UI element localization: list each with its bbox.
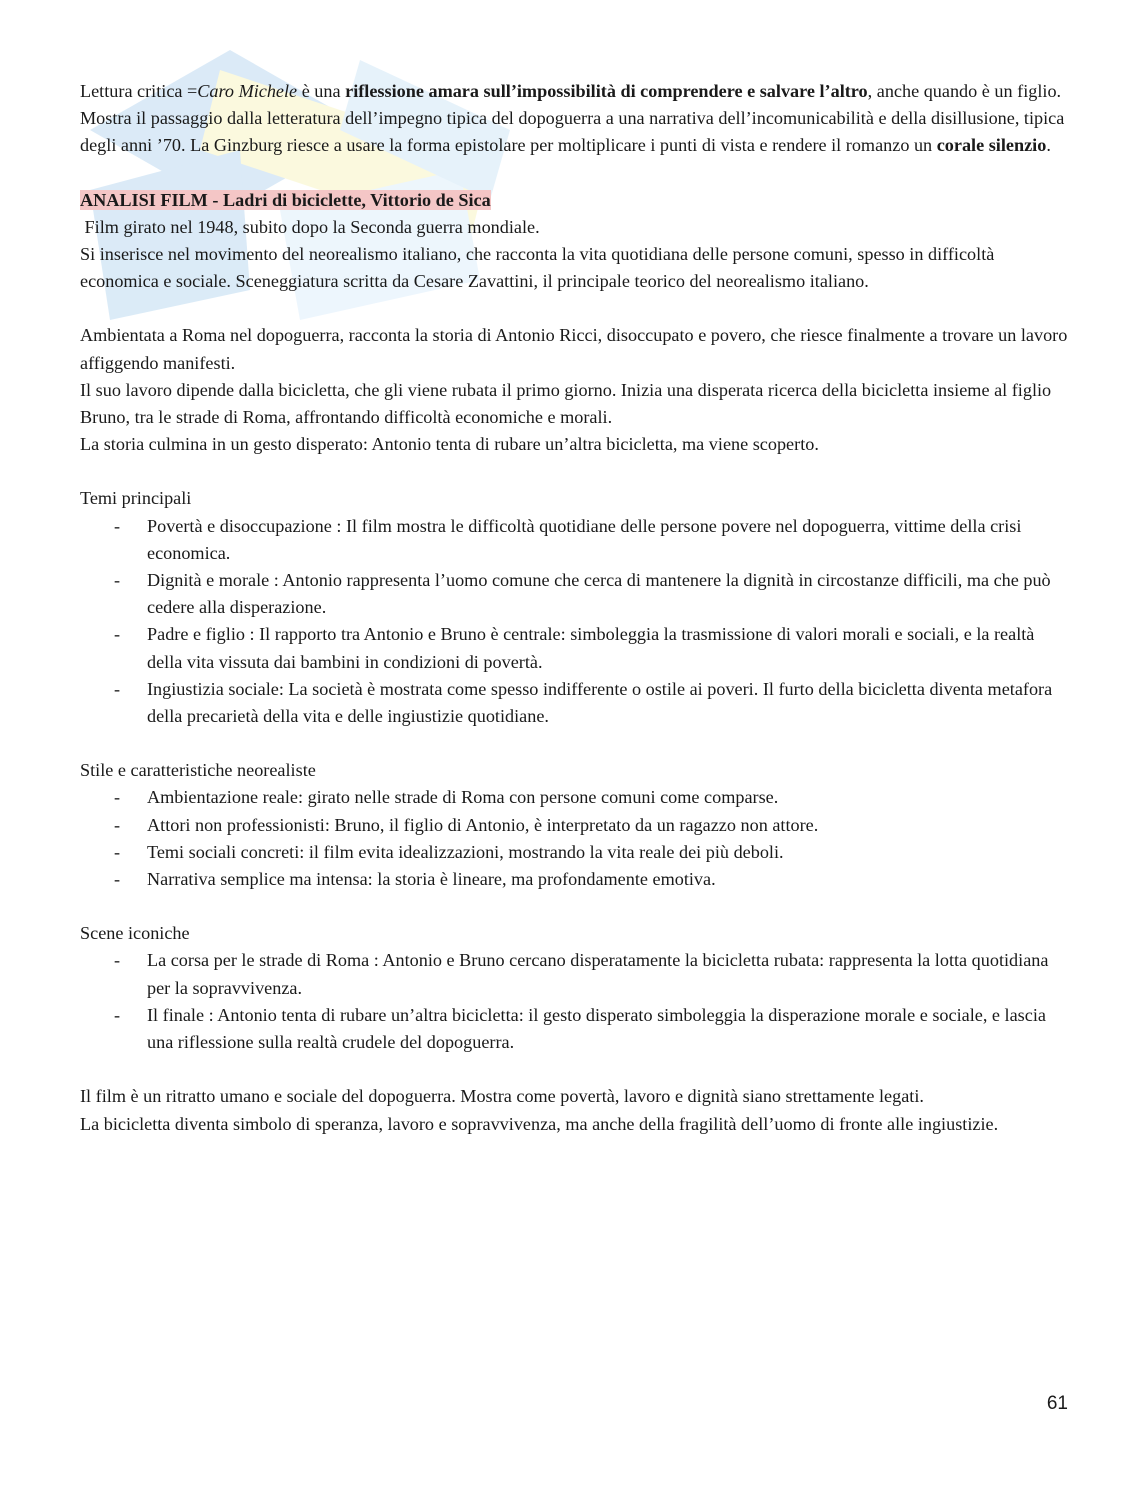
list-item: - Attori non professionisti: Bruno, il figlio di Antonio, è interpretato da un ragazzo non attore. <box>80 812 1070 839</box>
paragraph: Il film è un ritratto umano e sociale del dopoguerra. Mostra come povertà, lavoro e dignità siano strettamente legati. <box>80 1086 924 1107</box>
list-title-stile: Stile e caratteristiche neorealiste <box>80 760 316 781</box>
list-item: - Il finale : Antonio tenta di rubare un’altra bicicletta: il gesto disperato simboleggia la disperazione morale e sociale, e lascia una riflessione sulla realtà crudele del dopoguerra. <box>80 1002 1070 1056</box>
paragraph: Il suo lavoro dipende dalla bicicletta, che gli viene rubata il primo giorno. Inizia una disperata ricerca della bicicletta insieme al figlio Bruno, tra le strade di Roma, affrontando difficoltà economiche e morali. <box>80 379 1052 428</box>
paragraph: La storia culmina in un gesto disperato: Antonio tenta di rubare un’altra bicicletta, ma viene scoperto. <box>80 434 819 455</box>
list-item: - La corsa per le strade di Roma : Antonio e Bruno cercano disperatamente la bicicletta rubata: rappresenta la lotta quotidiana per la sopravvivenza. <box>80 947 1070 1001</box>
list-item: - Ingiustizia sociale: La società è mostrata come spesso indifferente o ostile ai poveri. Il furto della bicicletta diventa metafora della precarietà della vita e delle ingiustizie quotidiane. <box>80 676 1070 730</box>
list-item: - Dignità e morale : Antonio rappresenta l’uomo comune che cerca di mantenere la dignità in circostanze difficili, ma che può cedere alla disperazione. <box>80 567 1070 621</box>
list-item: - Narrativa semplice ma intensa: la storia è lineare, ma profondamente emotiva. <box>80 866 1070 893</box>
temi-list <box>80 513 1070 731</box>
book-title: Caro Michele <box>197 81 298 101</box>
paragraph: Ambientata a Roma nel dopoguerra, racconta la storia di Antonio Ricci, disoccupato e povero, che riesce finalmente a trovare un lavoro affiggendo manifesti. <box>80 325 1068 373</box>
list-title-temi: Temi principali <box>80 488 192 509</box>
section-heading: ANALISI FILM - Ladri di biciclette, Vittorio de Sica <box>80 189 491 210</box>
stile-list <box>80 784 1070 893</box>
paragraph: Film girato nel 1948, subito dopo la Seconda guerra mondiale. <box>80 216 540 237</box>
list-item: - Povertà e disoccupazione : Il film mostra le difficoltà quotidiane delle persone povere nel dopoguerra, vittime della crisi economica. <box>80 513 1070 567</box>
paragraph: Si inserisce nel movimento del neorealismo italiano, che racconta la vita quotidiana delle persone comuni, spesso in difficoltà economica e sociale. Sceneggiatura scritta da Cesare Zavattini, il principale teorico del neorealismo italiano. <box>80 244 995 292</box>
list-item: - Padre e figlio : Il rapporto tra Antonio e Bruno è centrale: simboleggia la trasmissione di valori morali e sociali, e la realtà della vita vissuta dai bambini in condizioni di povertà. <box>80 621 1070 675</box>
intro-paragraph: Lettura critica =Caro Michele è una riflessione amara sull’impossibilità di comprendere e salvare l’altro, anche quando è un figlio. Mostra il passaggio dalla letteratura dell’impegno tipica del dopoguerra a una narrativa dell’incomunicabilità e della disillusione, tipica degli anni ’70. La Ginzburg riesce a usare la forma epistolare per moltiplicare i punti di vista e rendere il romanzo un corale silenzio. <box>80 81 1065 156</box>
bold-phrase: corale silenzio <box>936 135 1047 156</box>
page-number: 61 <box>1046 1393 1068 1414</box>
bold-phrase: riflessione amara sull’impossibilità di comprendere e salvare l’altro <box>345 81 868 101</box>
paragraph: La bicicletta diventa simbolo di speranza, lavoro e sopravvivenza, ma anche della fragilità dell’uomo di fronte alle ingiustizie. <box>80 1113 999 1134</box>
list-item: - Ambientazione reale: girato nelle strade di Roma con persone comuni come comparse. <box>80 784 1070 811</box>
list-item: - Temi sociali concreti: il film evita idealizzazioni, mostrando la vita reale dei più deboli. <box>80 839 1070 866</box>
document-page <box>80 78 1070 1138</box>
scene-list <box>80 947 1070 1056</box>
list-title-scene: Scene iconiche <box>80 923 190 944</box>
